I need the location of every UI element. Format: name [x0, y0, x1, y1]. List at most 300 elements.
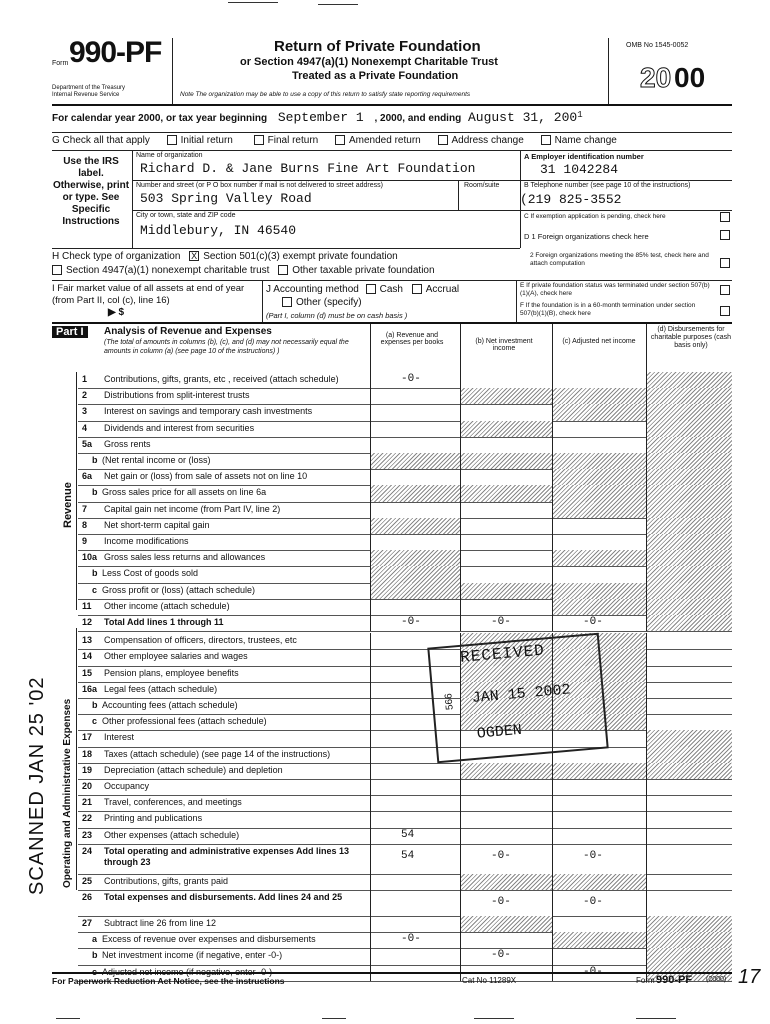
amount-cell-c[interactable]: [552, 779, 646, 795]
amount-cell-a[interactable]: [370, 948, 460, 964]
line-description: Capital gain net income (from Part IV, line 2): [104, 503, 281, 514]
scan-mark: [56, 1018, 80, 1019]
line-number: c: [92, 716, 98, 727]
line-row: [0, 779, 770, 795]
cash-basis-note: (Part I, column (d) must be on cash basis ): [266, 311, 408, 320]
amount-cell-d[interactable]: [646, 633, 732, 649]
form-number: 990-PF: [69, 36, 162, 69]
amount-cell-b[interactable]: [460, 388, 552, 404]
amount-cell-b[interactable]: [460, 485, 552, 501]
line-row: [0, 948, 770, 964]
amount-cell-a[interactable]: [370, 372, 460, 388]
amount-cell-a[interactable]: [370, 844, 460, 874]
amount-cell-d[interactable]: [646, 714, 732, 730]
amount-cell-a[interactable]: [370, 469, 460, 485]
amount-cell-b[interactable]: [460, 583, 552, 599]
amount-value: 54: [401, 828, 415, 841]
line-row: [0, 437, 770, 453]
col-a-header: (a) Revenue and expenses per books: [380, 332, 444, 346]
line-description: Interest on savings and temporary cash investments: [104, 406, 313, 417]
line-description: Occupancy: [104, 781, 150, 791]
line-description: Total operating and administrative expenses Add lines 13 through 23: [104, 845, 350, 867]
amount-cell-d[interactable]: [646, 502, 732, 518]
line-number: c: [92, 966, 98, 977]
amount-cell-c[interactable]: [552, 502, 646, 518]
amount-cell-b[interactable]: [460, 453, 552, 469]
tax-year-outline: 20: [640, 62, 672, 93]
page-mark: 17: [738, 966, 761, 988]
tax-year-end-suffix: 1: [577, 110, 583, 120]
amount-cell-b[interactable]: [460, 932, 552, 948]
amount-cell-d[interactable]: [646, 828, 732, 844]
amount-cell-d[interactable]: [646, 372, 732, 388]
line-description: Other expenses (attach schedule): [104, 829, 240, 840]
line-number: 23: [82, 829, 93, 840]
amount-cell-d[interactable]: [646, 649, 732, 665]
amount-cell-c[interactable]: [552, 916, 646, 932]
line-description: Total expenses and disbursements. Add lines 24 and 25: [104, 892, 343, 902]
amount-cell-b[interactable]: [460, 566, 552, 582]
amount-cell-a[interactable]: [370, 453, 460, 469]
amount-cell-b[interactable]: [460, 615, 552, 631]
cash-label: Cash: [379, 284, 403, 295]
amount-cell-c[interactable]: [552, 388, 646, 404]
amount-cell-d[interactable]: [646, 550, 732, 566]
amount-cell-d[interactable]: [646, 874, 732, 890]
phone-caption: B Telephone number (see page 10 of the instructions): [524, 182, 691, 189]
line-description: Dividends and interest from securities: [104, 422, 255, 433]
line-row: [0, 698, 770, 714]
amount-cell-d[interactable]: [646, 666, 732, 682]
amount-cell-b[interactable]: [460, 811, 552, 827]
line-row: [0, 811, 770, 827]
line-description: Excess of revenue over expenses and disbursements: [102, 934, 316, 945]
amount-cell-c[interactable]: [552, 874, 646, 890]
line-number: b: [92, 455, 98, 465]
amount-cell-a[interactable]: [370, 388, 460, 404]
amount-cell-c[interactable]: [552, 485, 646, 501]
h-label: H Check type of organization: [52, 251, 181, 262]
amount-cell-c[interactable]: [552, 811, 646, 827]
amount-cell-c[interactable]: [552, 948, 646, 964]
line-row: [0, 404, 770, 420]
amount-cell-b[interactable]: [460, 828, 552, 844]
phone-value[interactable]: (219 825-3552: [520, 192, 622, 207]
amount-cell-d[interactable]: [646, 763, 732, 779]
amount-cell-a[interactable]: [370, 485, 460, 501]
form-subtitle-1: or Section 4947(a)(1) Nonexempt Charitable Trust: [240, 56, 498, 68]
stamp-date: JAN 15 2002: [471, 681, 572, 707]
line-row: [0, 828, 770, 844]
line-row: [0, 844, 770, 874]
amount-cell-a[interactable]: [370, 518, 460, 534]
org-name[interactable]: Richard D. & Jane Burns Fine Art Foundation: [140, 161, 476, 176]
line-description: Contributions, gifts, grants paid: [104, 875, 229, 886]
line-description: Other professional fees (attach schedule): [102, 716, 267, 727]
line-description: Printing and publications: [104, 813, 203, 824]
tax-year-begin[interactable]: September 1: [277, 110, 364, 125]
scan-mark: [474, 1018, 514, 1019]
form-title: Return of Private Foundation: [274, 38, 481, 55]
amount-cell-d[interactable]: [646, 583, 732, 599]
room-caption: Room/suite: [464, 182, 500, 189]
line-row: [0, 550, 770, 566]
amount-cell-c[interactable]: [552, 890, 646, 916]
line-number: 14: [82, 651, 93, 662]
line-number: a: [92, 934, 98, 945]
line-number: 24: [82, 845, 93, 856]
line-description: Compensation of officers, directors, trustees, etc: [104, 635, 297, 646]
line-row: [0, 388, 770, 404]
form-subtitle-2: Treated as a Private Foundation: [292, 70, 459, 82]
4947-label: Section 4947(a)(1) nonexempt charitable trust: [66, 265, 270, 276]
amount-cell-b[interactable]: [460, 469, 552, 485]
line-description: Gross rents: [104, 438, 151, 449]
line-description: Interest: [104, 732, 135, 743]
line-row: [0, 566, 770, 582]
amount-cell-d[interactable]: [646, 421, 732, 437]
line-row: [0, 874, 770, 890]
line-row: [0, 421, 770, 437]
amount-cell-a[interactable]: [370, 795, 460, 811]
amount-cell-c[interactable]: [552, 615, 646, 631]
street-caption: Number and street (or P O box number if mail is not delivered to street address): [136, 182, 383, 189]
col-c-header: (c) Adjusted net income: [562, 338, 636, 345]
amount-cell-d[interactable]: [646, 469, 732, 485]
line-description: Gross sales less returns and allowances: [104, 552, 266, 563]
line-number: 16a: [82, 683, 98, 694]
line-number: 13: [82, 635, 93, 646]
line-description: Legal fees (attach schedule): [104, 683, 218, 694]
line-description: Taxes (attach schedule) (see page 14 of the instructions): [104, 748, 331, 759]
footer-form-prefix: Form: [636, 976, 655, 985]
amount-cell-b[interactable]: [460, 874, 552, 890]
line-description: Other employee salaries and wages: [104, 651, 248, 662]
line-row: [0, 453, 770, 469]
e-caption: E If private foundation status was terminated under section 507(b)(1)(A), check here: [520, 282, 710, 297]
amount-cell-a[interactable]: [370, 828, 460, 844]
amount-cell-a[interactable]: [370, 566, 460, 582]
line-number: b: [92, 487, 98, 498]
amount-value: -0-: [491, 949, 511, 962]
line-row: [0, 649, 770, 665]
amount-value: -0-: [583, 965, 603, 978]
line-number: 4: [82, 422, 88, 433]
amount-cell-c[interactable]: [552, 534, 646, 550]
line-description: Depreciation (attach schedule) and depletion: [104, 764, 283, 775]
part1-title: Analysis of Revenue and Expenses: [104, 326, 272, 337]
line-row: [0, 666, 770, 682]
line-row: [0, 469, 770, 485]
address-change-label: Address change: [451, 135, 524, 146]
amount-cell-a[interactable]: [370, 599, 460, 615]
line-description: Adjusted net income (if negative, enter -0-): [102, 966, 273, 977]
amount-value: -0-: [401, 616, 421, 628]
line-number: 12: [82, 617, 93, 627]
line-row: [0, 763, 770, 779]
form-prefix: Form: [52, 60, 69, 67]
line-number: 26: [82, 892, 93, 902]
line-number: 17: [82, 732, 93, 743]
amount-cell-d[interactable]: [646, 730, 732, 746]
line-number: b: [92, 700, 98, 710]
stamp-received: RECEIVED: [459, 641, 546, 667]
part1-title-note: (The total of amounts in columns (b), (c), and (d) may not necessarily equal the amounts in column (a) (see page 10 of the instructions) ): [104, 339, 349, 355]
line-row: [0, 372, 770, 388]
amount-cell-d[interactable]: [646, 932, 732, 948]
line-row: [0, 485, 770, 501]
paperwork-notice: For Paperwork Reduction Act Notice, see the instructions: [52, 976, 285, 986]
accounting-label: J Accounting method: [266, 284, 359, 295]
line-row: [0, 916, 770, 932]
amount-cell-c[interactable]: [552, 844, 646, 874]
d1-caption: D 1 Foreign organizations check here: [524, 232, 649, 241]
amount-cell-c[interactable]: [552, 932, 646, 948]
row-divider: [78, 631, 732, 632]
scan-mark: [322, 1018, 346, 1019]
amount-cell-b[interactable]: [460, 599, 552, 615]
501c3-label: Section 501(c)(3) exempt private foundation: [203, 251, 398, 262]
tax-year-bold: 00: [674, 62, 706, 93]
amount-cell-c[interactable]: [552, 518, 646, 534]
part1-tag: Part I: [52, 326, 88, 338]
line-description: Net short-term capital gain: [104, 519, 210, 530]
line-number: 7: [82, 503, 88, 514]
stamp-city: OGDEN: [476, 721, 523, 743]
amount-cell-b[interactable]: [460, 372, 552, 388]
amount-cell-b[interactable]: [460, 948, 552, 964]
amount-value: 54: [401, 849, 415, 862]
amount-cell-d[interactable]: [646, 948, 732, 964]
amount-cell-c[interactable]: [552, 421, 646, 437]
amount-value: -0-: [491, 849, 511, 862]
initial-return-label: Initial return: [180, 135, 233, 146]
line-number: 10a: [82, 552, 98, 563]
amount-cell-d[interactable]: [646, 599, 732, 615]
amount-cell-c[interactable]: [552, 828, 646, 844]
amount-cell-d[interactable]: [646, 844, 732, 874]
amount-cell-c[interactable]: [552, 372, 646, 388]
calendar-mid: , 2000, and ending: [374, 113, 462, 124]
amount-cell-b[interactable]: [460, 502, 552, 518]
line-description: Net investment income (if negative, enter -0-): [102, 950, 283, 961]
line-row: [0, 615, 770, 631]
line-description: Subtract line 26 from line 12: [104, 918, 217, 928]
tax-year-end[interactable]: August 31, 200: [467, 110, 578, 125]
line-row: [0, 633, 770, 649]
amount-cell-a[interactable]: [370, 502, 460, 518]
amount-cell-c[interactable]: [552, 453, 646, 469]
amount-cell-b[interactable]: [460, 844, 552, 874]
line-number: 19: [82, 764, 93, 775]
street-address[interactable]: 503 Spring Valley Road: [140, 191, 312, 206]
form-note: Note The organization may be able to use a copy of this return to satisfy state reporting requirements: [180, 91, 471, 98]
amount-cell-d[interactable]: [646, 518, 732, 534]
amount-cell-d[interactable]: [646, 566, 732, 582]
line-row: [0, 932, 770, 948]
amount-cell-a[interactable]: [370, 583, 460, 599]
amount-cell-b[interactable]: [460, 916, 552, 932]
line-description: Contributions, gifts, grants, etc , received (attach schedule): [104, 374, 339, 384]
line-number: 8: [82, 519, 88, 530]
amount-cell-b[interactable]: [460, 534, 552, 550]
footer-form-number: 990-PF: [656, 974, 693, 986]
amount-cell-a[interactable]: [370, 763, 460, 779]
amended-return-label: Amended return: [349, 135, 421, 146]
c-caption: C If exemption application is pending, check here: [524, 213, 666, 220]
amount-cell-d[interactable]: [646, 404, 732, 420]
line-description: Other income (attach schedule): [104, 600, 230, 611]
calendar-label: For calendar year 2000, or tax year beginning: [52, 113, 268, 124]
revenue-section-label: Revenue: [62, 482, 74, 528]
line-number: 18: [82, 748, 93, 759]
final-return-label: Final return: [267, 135, 319, 146]
amount-cell-d[interactable]: [646, 811, 732, 827]
line-row: [0, 518, 770, 534]
line-row: [0, 502, 770, 518]
line-number: 2: [82, 390, 88, 401]
amount-cell-a[interactable]: [370, 779, 460, 795]
line-number: 9: [82, 536, 88, 546]
amount-cell-d[interactable]: [646, 698, 732, 714]
amount-cell-c[interactable]: [552, 566, 646, 582]
amount-cell-b[interactable]: [460, 404, 552, 420]
amount-value: -0-: [401, 373, 421, 385]
ein-value[interactable]: 31 1042284: [540, 162, 619, 177]
line-description: Income modifications: [104, 536, 189, 546]
amount-value: -0-: [583, 896, 603, 908]
amount-cell-b[interactable]: [460, 437, 552, 453]
amount-cell-d[interactable]: [646, 890, 732, 916]
line-row: [0, 534, 770, 550]
amount-cell-d[interactable]: [646, 916, 732, 932]
received-stamp: [427, 633, 608, 764]
amount-cell-a[interactable]: [370, 874, 460, 890]
line-description: Distributions from split-interest trusts: [104, 390, 250, 401]
amount-cell-d[interactable]: [646, 534, 732, 550]
line-row: [0, 583, 770, 599]
amount-value: -0-: [583, 616, 603, 628]
line-description: Gross profit or (loss) (attach schedule): [102, 584, 256, 595]
amount-cell-a[interactable]: [370, 437, 460, 453]
org-name-caption: Name of organization: [136, 152, 203, 159]
amount-cell-d[interactable]: [646, 795, 732, 811]
amount-cell-b[interactable]: [460, 890, 552, 916]
amount-cell-a[interactable]: [370, 615, 460, 631]
line-number: 11: [82, 600, 92, 611]
cat-number: Cat No 11289X: [462, 976, 517, 985]
line-number: 21: [82, 797, 93, 808]
amount-cell-d[interactable]: [646, 615, 732, 631]
scan-mark: [636, 1018, 676, 1019]
amount-cell-a[interactable]: [370, 550, 460, 566]
amount-cell-b[interactable]: [460, 518, 552, 534]
amount-cell-c[interactable]: [552, 763, 646, 779]
expense-section-label: Operating and Administrative Expenses: [62, 698, 73, 888]
g-label: G Check all that apply: [52, 135, 150, 146]
line-row: [0, 730, 770, 746]
irs-label-instructions: Use the IRS label. Otherwise, print or type. See Specific Instructions: [52, 156, 130, 227]
line-row: [0, 890, 770, 916]
line-number: 6a: [82, 471, 93, 482]
accrual-label: Accrual: [425, 284, 460, 295]
amount-cell-b[interactable]: [460, 779, 552, 795]
amount-cell-d[interactable]: [646, 485, 732, 501]
amount-cell-c[interactable]: [552, 795, 646, 811]
amount-cell-b[interactable]: [460, 795, 552, 811]
amount-cell-c[interactable]: [552, 599, 646, 615]
line-row: [0, 682, 770, 698]
amount-cell-a[interactable]: [370, 890, 460, 916]
col-b-header: (b) Net investment income: [475, 338, 533, 352]
amount-cell-c[interactable]: [552, 583, 646, 599]
amount-cell-b[interactable]: [460, 421, 552, 437]
amount-value: -0-: [401, 933, 421, 946]
d2-caption: 2 Foreign organizations meeting the 85% test, check here and attach computation: [530, 252, 709, 267]
line-number: 15: [82, 667, 93, 678]
amount-cell-d[interactable]: [646, 779, 732, 795]
omb-number: OMB No 1545-0052: [626, 42, 689, 49]
city-state-zip[interactable]: Middlebury, IN 46540: [140, 223, 297, 238]
line-number: 3: [82, 406, 88, 417]
line-description: Total Add lines 1 through 11: [104, 617, 224, 627]
amount-cell-b[interactable]: [460, 550, 552, 566]
amount-cell-d[interactable]: [646, 388, 732, 404]
amount-cell-a[interactable]: [370, 534, 460, 550]
amount-cell-a[interactable]: [370, 932, 460, 948]
amount-cell-c[interactable]: [552, 404, 646, 420]
line-number: 22: [82, 813, 93, 824]
irs-name: Internal Revenue Service: [52, 92, 120, 98]
stamp-code: 566: [443, 692, 456, 711]
amount-cell-d[interactable]: [646, 437, 732, 453]
line-description: Gross sales price for all assets on line 6a: [102, 487, 267, 498]
line-number: 27: [82, 918, 93, 928]
line-row: [0, 714, 770, 730]
dept-treasury: Department of the Treasury: [52, 85, 126, 91]
line-number: 25: [82, 875, 93, 886]
amount-cell-c[interactable]: [552, 469, 646, 485]
fmv-arrow: ▶ $: [108, 307, 125, 318]
amount-cell-d[interactable]: [646, 682, 732, 698]
amount-cell-d[interactable]: [646, 453, 732, 469]
col-d-header: (d) Disbursements for charitable purposes (cash basis only): [650, 326, 732, 349]
line-number: b: [92, 950, 98, 961]
line-number: c: [92, 584, 98, 595]
line-number: 5a: [82, 438, 93, 449]
amount-cell-b[interactable]: [460, 763, 552, 779]
amount-cell-c[interactable]: [552, 437, 646, 453]
amount-cell-a[interactable]: [370, 916, 460, 932]
line-description: Less Cost of goods sold: [102, 568, 199, 579]
amount-cell-c[interactable]: [552, 550, 646, 566]
501c3-checkbox[interactable]: X: [191, 251, 198, 262]
amount-value: -0-: [491, 616, 511, 628]
amount-cell-a[interactable]: [370, 811, 460, 827]
amount-cell-a[interactable]: [370, 421, 460, 437]
other-taxable-label: Other taxable private foundation: [292, 265, 435, 276]
line-description: Pension plans, employee benefits: [104, 667, 239, 678]
ein-caption: A Employer identification number: [524, 152, 644, 161]
name-change-label: Name change: [554, 135, 617, 146]
line-description: Accounting fees (attach schedule): [102, 700, 238, 710]
footer-form-year: (2000): [706, 976, 727, 983]
line-row: [0, 795, 770, 811]
line-number: 20: [82, 781, 93, 791]
line-number: 1: [82, 374, 88, 384]
amount-cell-a[interactable]: [370, 404, 460, 420]
amount-cell-d[interactable]: [646, 747, 732, 763]
